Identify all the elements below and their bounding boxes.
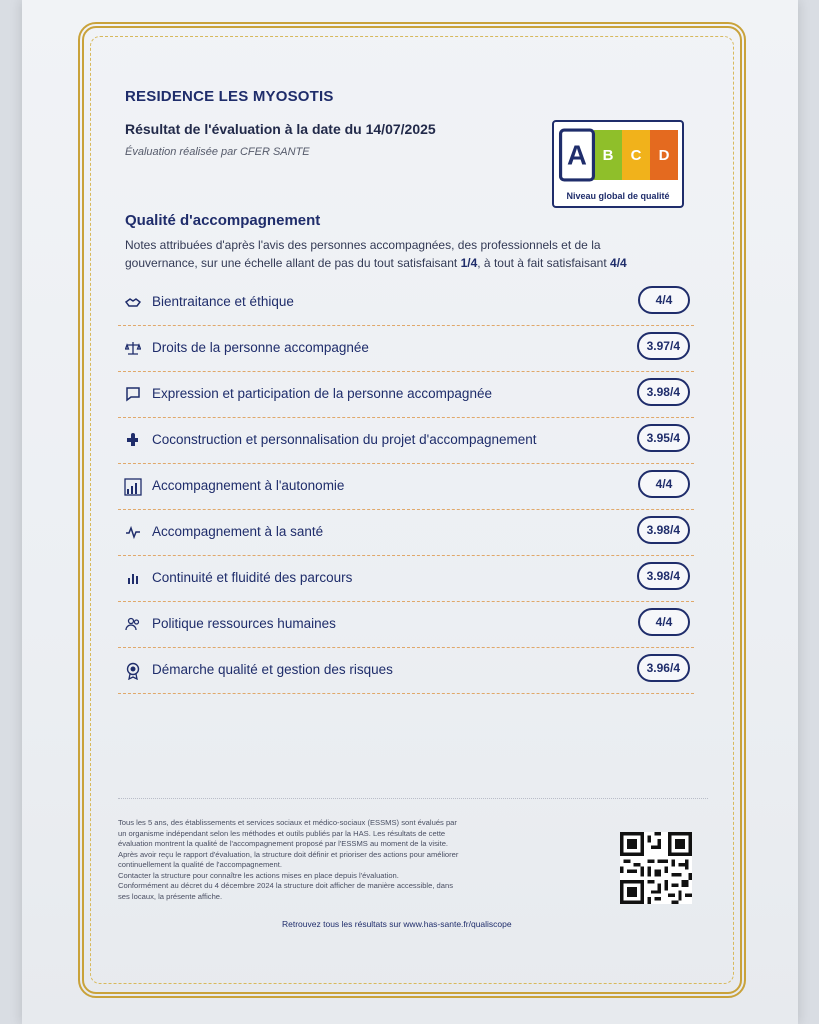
criterion-label: Accompagnement à l'autonomie — [152, 478, 345, 493]
award-badge-icon — [124, 662, 142, 680]
rating-letter-b: B — [594, 130, 622, 180]
criterion-label: Droits de la personne accompagnée — [152, 340, 369, 355]
scale-min: 1/4 — [460, 256, 478, 270]
criterion-score: 3.98/4 — [637, 516, 690, 544]
footer-line: Contacter la structure pour connaître les actions mises en place depuis l'évaluation. — [118, 870, 399, 880]
footer-line: continuellement la qualité de l'accompagnement. — [118, 860, 282, 869]
footer-line: un organisme indépendant selon les méthodes et outils publiés par la HAS. Les résultats de cette — [118, 828, 446, 838]
description-text: Notes attribuées d'après l'avis des personnes accompagnées, des professionnels et de la gouvernance, sur une échelle allant de pas du tout satisfaisant — [125, 238, 601, 270]
footer-line: évaluation montrent la qualité de l'accompagnement proposé par l'ESSMS au moment de la visite. — [118, 839, 449, 848]
criterion-label: Coconstruction et personnalisation du projet d'accompagnement — [152, 432, 537, 447]
footer-line: Conformément au décret du 4 décembre 2024 la structure doit afficher de manière accessible, dans — [118, 881, 454, 890]
criterion-label: Accompagnement à la santé — [152, 524, 324, 539]
criterion-score: 4/4 — [638, 608, 690, 636]
criterion-score: 3.98/4 — [637, 562, 690, 590]
residence-name: RESIDENCE LES MYOSOTIS — [125, 88, 334, 105]
results-link-text[interactable]: Retrouvez tous les résultats sur www.has-sante.fr/qualiscope — [282, 919, 512, 929]
criterion-score: 3.98/4 — [637, 378, 690, 406]
criterion-score: 4/4 — [638, 470, 690, 498]
criterion-label: Continuité et fluidité des parcours — [152, 570, 353, 585]
handshake-icon — [124, 294, 142, 312]
speech-bubble-icon — [124, 386, 142, 404]
scales-icon — [124, 340, 142, 358]
evaluated-by: Évaluation réalisée par CFER SANTE — [125, 146, 310, 158]
criterion-score: 4/4 — [638, 286, 690, 314]
footer-notice — [118, 818, 548, 902]
criterion-row — [118, 510, 694, 556]
criterion-score: 3.95/4 — [637, 424, 690, 452]
people-icon — [124, 616, 142, 634]
footer-divider — [118, 798, 708, 799]
rating-letter-d: D — [650, 130, 678, 180]
criterion-row — [118, 280, 694, 326]
criterion-score: 3.97/4 — [637, 332, 690, 360]
criterion-row — [118, 648, 694, 694]
bar-chart-icon — [124, 570, 142, 588]
section-title: Qualité d'accompagnement — [125, 212, 321, 229]
rating-caption: Niveau global de qualité — [566, 191, 670, 201]
heartbeat-icon — [124, 524, 142, 542]
footer-line: Après avoir reçu le rapport d'évaluation, la structure doit définir et prioriser des actions pour améliorer — [118, 849, 459, 859]
criterion-row — [118, 326, 694, 372]
criterion-row — [118, 464, 694, 510]
footer-line: ses locaux, la présente affiche. — [118, 891, 223, 901]
criterion-label: Politique ressources humaines — [152, 616, 336, 631]
section-description — [125, 236, 665, 272]
puzzle-icon — [124, 432, 142, 450]
rating-letter-c: C — [622, 130, 650, 180]
description-mid: , à tout à fait satisfaisant — [477, 256, 607, 270]
criterion-row — [118, 602, 694, 648]
criterion-row — [118, 372, 694, 418]
global-quality-rating — [552, 120, 684, 208]
criteria-list — [118, 280, 694, 694]
growth-chart-icon — [124, 478, 142, 496]
criterion-label: Bientraitance et éthique — [152, 294, 294, 309]
criterion-row — [118, 418, 694, 464]
footer-line: Tous les 5 ans, des établissements et services sociaux et médico-sociaux (ESSMS) sont évalués par — [118, 818, 457, 827]
qr-code-icon[interactable] — [620, 832, 692, 904]
criterion-row — [118, 556, 694, 602]
criterion-label: Expression et participation de la personne accompagnée — [152, 386, 492, 401]
evaluation-title: Résultat de l'évaluation à la date du 14/07/2025 — [125, 121, 436, 137]
criterion-label: Démarche qualité et gestion des risques — [152, 662, 393, 677]
rating-letter-a: A — [559, 129, 595, 182]
criterion-score: 3.96/4 — [637, 654, 690, 682]
scale-max: 4/4 — [610, 256, 627, 270]
